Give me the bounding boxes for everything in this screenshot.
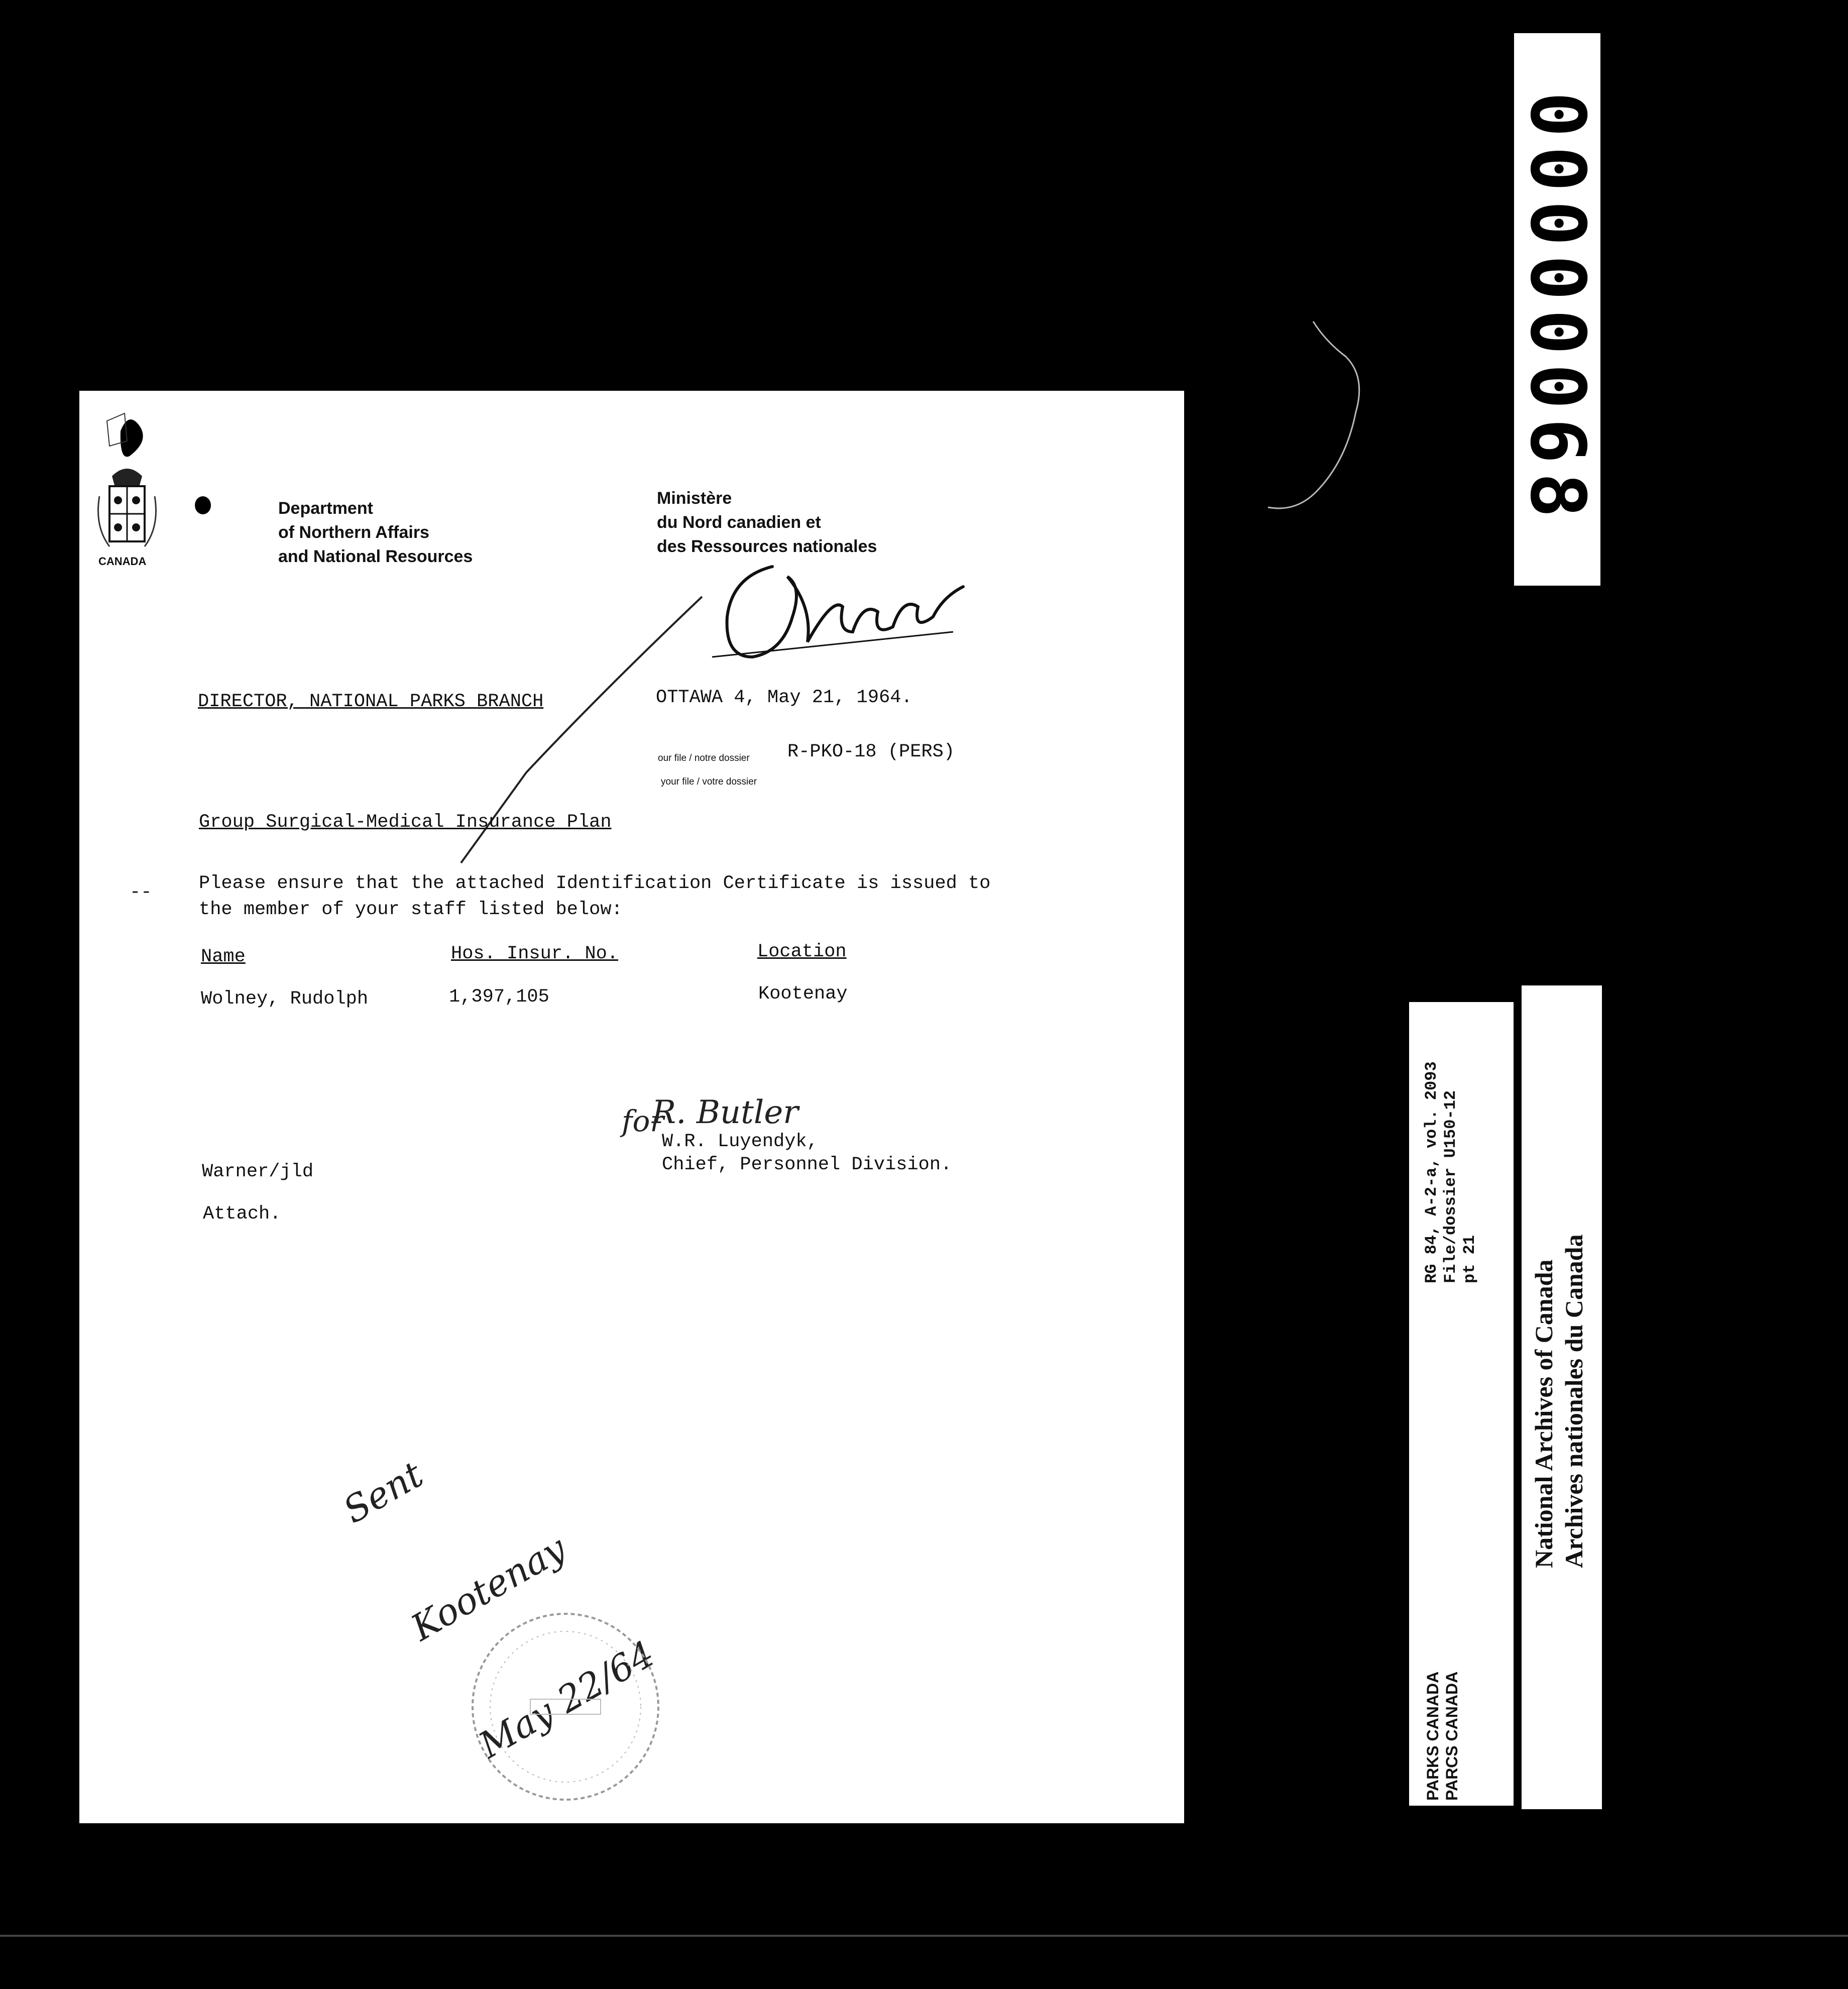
memo-subject: Group Surgical-Medical Insurance Plan xyxy=(199,812,612,833)
archives-name-label xyxy=(1522,985,1602,1809)
table-cell-location: Kootenay xyxy=(758,983,848,1005)
letterhead-english-line: of Northern Affairs xyxy=(278,523,429,542)
table-header-location: Location xyxy=(757,941,847,962)
letterhead-french-line: Ministère xyxy=(657,489,732,508)
agency-line: PARKS CANADA xyxy=(1424,1671,1442,1801)
archive-reference xyxy=(1422,1061,1479,1283)
memo-body-line: Please ensure that the attached Identification Certificate is issued to xyxy=(199,873,991,894)
handwritten-note-line: May 22/64 xyxy=(472,1632,662,1766)
archives-name-line: National Archives of Canada xyxy=(1530,1259,1558,1568)
agency-name xyxy=(1423,1672,1461,1801)
frame-number: 00000068 xyxy=(1514,91,1601,527)
enclosure-note: Attach. xyxy=(203,1203,281,1225)
letterhead-english-line: and National Resources xyxy=(278,547,473,566)
handwritten-note-line: Sent xyxy=(336,1453,430,1532)
letterhead-french xyxy=(657,486,877,559)
letterhead-french-line: du Nord canadien et xyxy=(657,513,821,532)
your-file-label: your file / votre dossier xyxy=(661,777,757,787)
archives-name xyxy=(1529,1235,1589,1568)
handwritten-note-line: Kootenay xyxy=(404,1527,573,1649)
archive-reference-line: File/dossier U150-12 xyxy=(1441,1090,1460,1283)
reference-initials: Warner/jld xyxy=(202,1161,314,1182)
archive-reference-line: pt 21 xyxy=(1460,1235,1479,1283)
table-header-insurance-no: Hos. Insur. No. xyxy=(451,943,619,964)
handwritten-initials xyxy=(682,557,973,677)
table-cell-name: Wolney, Rudolph xyxy=(201,988,369,1010)
our-file-label: our file / notre dossier xyxy=(658,753,750,763)
archive-reference-line: RG 84, A-2-a, vol. 2093 xyxy=(1422,1061,1441,1283)
canada-crest-icon xyxy=(89,411,165,557)
table-cell-insurance-no: 1,397,105 xyxy=(449,986,549,1008)
memo-place-date: OTTAWA 4, May 21, 1964. xyxy=(656,687,912,708)
ink-blot xyxy=(194,495,212,515)
memo-body-line: the member of your staff listed below: xyxy=(199,899,623,920)
film-edge-line xyxy=(0,1935,1848,1937)
signature-prefix: for xyxy=(622,1104,664,1138)
letterhead-french-line: des Ressources nationales xyxy=(657,537,877,556)
letter-sheet xyxy=(79,391,1184,1823)
memo-addressee: DIRECTOR, NATIONAL PARKS BRANCH xyxy=(198,691,544,712)
stray-thread xyxy=(1255,311,1381,522)
letterhead-english xyxy=(278,496,473,569)
margin-dash: -- xyxy=(130,882,152,903)
table-header-name: Name xyxy=(201,946,246,967)
crest-caption: CANADA xyxy=(98,555,147,568)
letterhead-english-line: Department xyxy=(278,499,373,518)
signatory-name: W.R. Luyendyk, xyxy=(662,1131,818,1152)
our-file-value: R-PKO-18 (PERS) xyxy=(787,741,955,762)
received-stamp xyxy=(465,1606,666,1807)
signature: R. Butler xyxy=(652,1094,798,1131)
archive-reference-label xyxy=(1409,1002,1514,1806)
agency-line: PARCS CANADA xyxy=(1443,1671,1461,1801)
archives-name-line: Archives nationales du Canada xyxy=(1560,1234,1588,1568)
frame-number-strip xyxy=(1514,33,1600,586)
signatory-title: Chief, Personnel Division. xyxy=(662,1154,952,1175)
